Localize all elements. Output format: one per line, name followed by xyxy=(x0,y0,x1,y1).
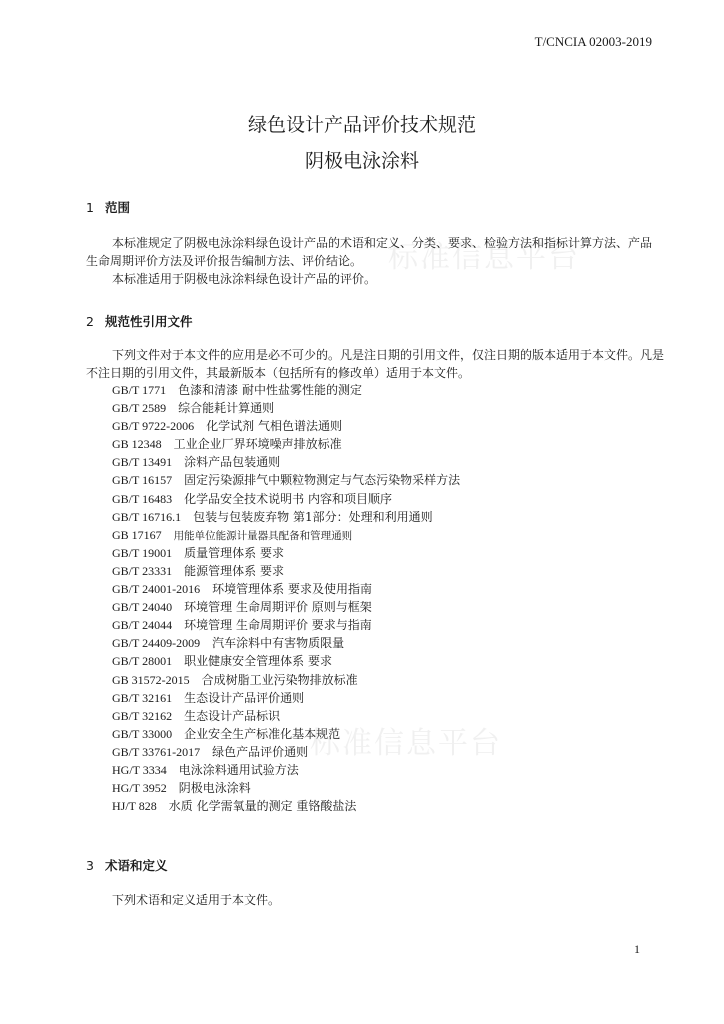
scope-applicability-paragraph: 本标准适用于阴极电泳涂料绿色设计产品的评价。 xyxy=(112,272,377,286)
reference-item xyxy=(112,526,460,544)
reference-code: GB/T 19001 xyxy=(112,545,173,560)
section-number: 2 xyxy=(86,314,94,329)
reference-code: HJ/T 828 xyxy=(112,799,157,814)
reference-item xyxy=(112,399,460,417)
reference-code: GB/T 32162 xyxy=(112,708,173,723)
reference-item xyxy=(112,381,460,399)
reference-code: GB/T 13491 xyxy=(112,455,173,470)
standard-code: T/CNCIA 02003-2019 xyxy=(534,34,652,49)
section-heading-scope xyxy=(86,198,130,216)
reference-title: 固定污染源排气中颗粒物测定与气态污染物采样方法 xyxy=(184,473,461,488)
reference-title: 质量管理体系 要求 xyxy=(184,545,284,560)
reference-title: 水质 化学需氧量的测定 重铬酸盐法 xyxy=(168,799,357,814)
reference-title: 色漆和清漆 耐中性盐雾性能的测定 xyxy=(178,383,362,397)
reference-code: GB/T 23331 xyxy=(112,563,173,578)
reference-title: 工业企业厂界环境噪声排放标准 xyxy=(173,437,342,452)
reference-code: GB 31572-2015 xyxy=(112,672,190,687)
reference-title: 环境管理 生命周期评价 要求与指南 xyxy=(184,618,372,633)
section-number: 1 xyxy=(86,200,94,215)
terms-paragraph: 下列术语和定义适用于本文件。 xyxy=(112,893,281,907)
reference-item xyxy=(112,580,460,598)
reference-title: 汽车涂料中有害物质限量 xyxy=(212,636,345,651)
page-number: 1 xyxy=(634,942,640,956)
reference-title: 绿色产品评价通则 xyxy=(212,744,309,759)
reference-item xyxy=(112,725,460,743)
reference-code: GB/T 16483 xyxy=(112,491,173,506)
section-title: 术语和定义 xyxy=(105,858,168,873)
reference-code: HG/T 3952 xyxy=(112,781,167,796)
section-number: 3 xyxy=(86,858,94,873)
reference-item xyxy=(112,779,460,797)
reference-code: GB/T 24409-2009 xyxy=(112,636,201,651)
reference-item xyxy=(112,707,460,725)
reference-title: 企业安全生产标准化基本规范 xyxy=(184,726,341,741)
reference-item xyxy=(112,562,460,580)
document-title: 绿色设计产品评价技术规范 xyxy=(247,114,476,136)
reference-item xyxy=(112,417,460,435)
reference-title: 生态设计产品标识 xyxy=(184,708,281,723)
watermark-text: 标准信息平台 xyxy=(310,726,502,761)
reference-title: 生态设计产品评价通则 xyxy=(184,690,305,705)
reference-item xyxy=(112,761,460,779)
reference-item xyxy=(112,616,460,634)
reference-code: GB/T 33761-2017 xyxy=(112,744,201,759)
document-subtitle: 阴极电泳涂料 xyxy=(304,150,419,172)
section-heading-terms xyxy=(86,856,168,874)
reference-title: 化学品安全技术说明书 内容和项目顺序 xyxy=(184,491,392,506)
reference-item xyxy=(112,598,460,616)
reference-item xyxy=(112,544,460,562)
watermark-text: 标准信息平台 xyxy=(388,240,580,275)
reference-item xyxy=(112,435,460,453)
section-title: 范围 xyxy=(105,200,131,215)
reference-title: 阴极电泳涂料 xyxy=(178,781,251,796)
reference-code: GB/T 32161 xyxy=(112,690,173,705)
reference-title: 包装与包装废弃物 第1部分：处理和利用通则 xyxy=(193,509,433,524)
reference-code: GB/T 2589 xyxy=(112,401,167,416)
reference-code: GB/T 24001-2016 xyxy=(112,582,201,597)
reference-title: 环境管理体系 要求及使用指南 xyxy=(212,582,372,597)
reference-item xyxy=(112,634,460,652)
reference-code: GB/T 24044 xyxy=(112,618,173,633)
reference-list xyxy=(112,381,460,815)
reference-title: 电泳涂料通用试验方法 xyxy=(178,762,299,777)
reference-item xyxy=(112,743,460,761)
reference-code: GB/T 16716.1 xyxy=(112,509,182,524)
reference-title: 综合能耗计算通则 xyxy=(178,401,275,416)
reference-item xyxy=(112,671,460,689)
reference-title: 合成树脂工业污染物排放标准 xyxy=(201,672,358,687)
reference-code: GB 17167 xyxy=(112,527,162,542)
reference-title: 涂料产品包装通则 xyxy=(184,455,281,470)
reference-item xyxy=(112,453,460,471)
reference-title: 职业健康安全管理体系 要求 xyxy=(184,654,332,669)
reference-code: GB/T 28001 xyxy=(112,654,173,669)
reference-item xyxy=(112,508,460,526)
reference-item xyxy=(112,490,460,508)
reference-item xyxy=(112,471,460,489)
reference-item xyxy=(112,652,460,670)
reference-code: GB/T 24040 xyxy=(112,600,173,615)
reference-code: HG/T 3334 xyxy=(112,762,167,777)
reference-code: GB 12348 xyxy=(112,437,162,452)
normative-intro-paragraph: 下列文件对于本文件的应用是必不可少的。凡是注日期的引用文件，仅注日期的版本适用于本文件。凡是不注日期的引用文件，其最新版本（包括所有的修改单）适用于本文件。 xyxy=(86,348,665,380)
reference-code: GB/T 1771 xyxy=(112,383,167,397)
reference-code: GB/T 9722-2006 xyxy=(112,419,195,434)
reference-item xyxy=(112,689,460,707)
reference-title: 用能单位能源计量器具配备和管理通则 xyxy=(173,529,353,542)
section-title: 规范性引用文件 xyxy=(105,314,193,329)
reference-code: GB/T 16157 xyxy=(112,473,173,488)
reference-title: 能源管理体系 要求 xyxy=(184,563,284,578)
reference-code: GB/T 33000 xyxy=(112,726,173,741)
reference-item xyxy=(112,797,460,815)
reference-title: 化学试剂 气相色谱法通则 xyxy=(206,419,342,434)
section-heading-normative xyxy=(86,312,193,330)
scope-paragraph: 本标准规定了阴极电泳涂料绿色设计产品的术语和定义、分类、要求、检验方法和指标计算方法、产品生命周期评价方法及评价报告编制方法、评价结论。 xyxy=(86,236,653,268)
reference-title: 环境管理 生命周期评价 原则与框架 xyxy=(184,600,372,615)
